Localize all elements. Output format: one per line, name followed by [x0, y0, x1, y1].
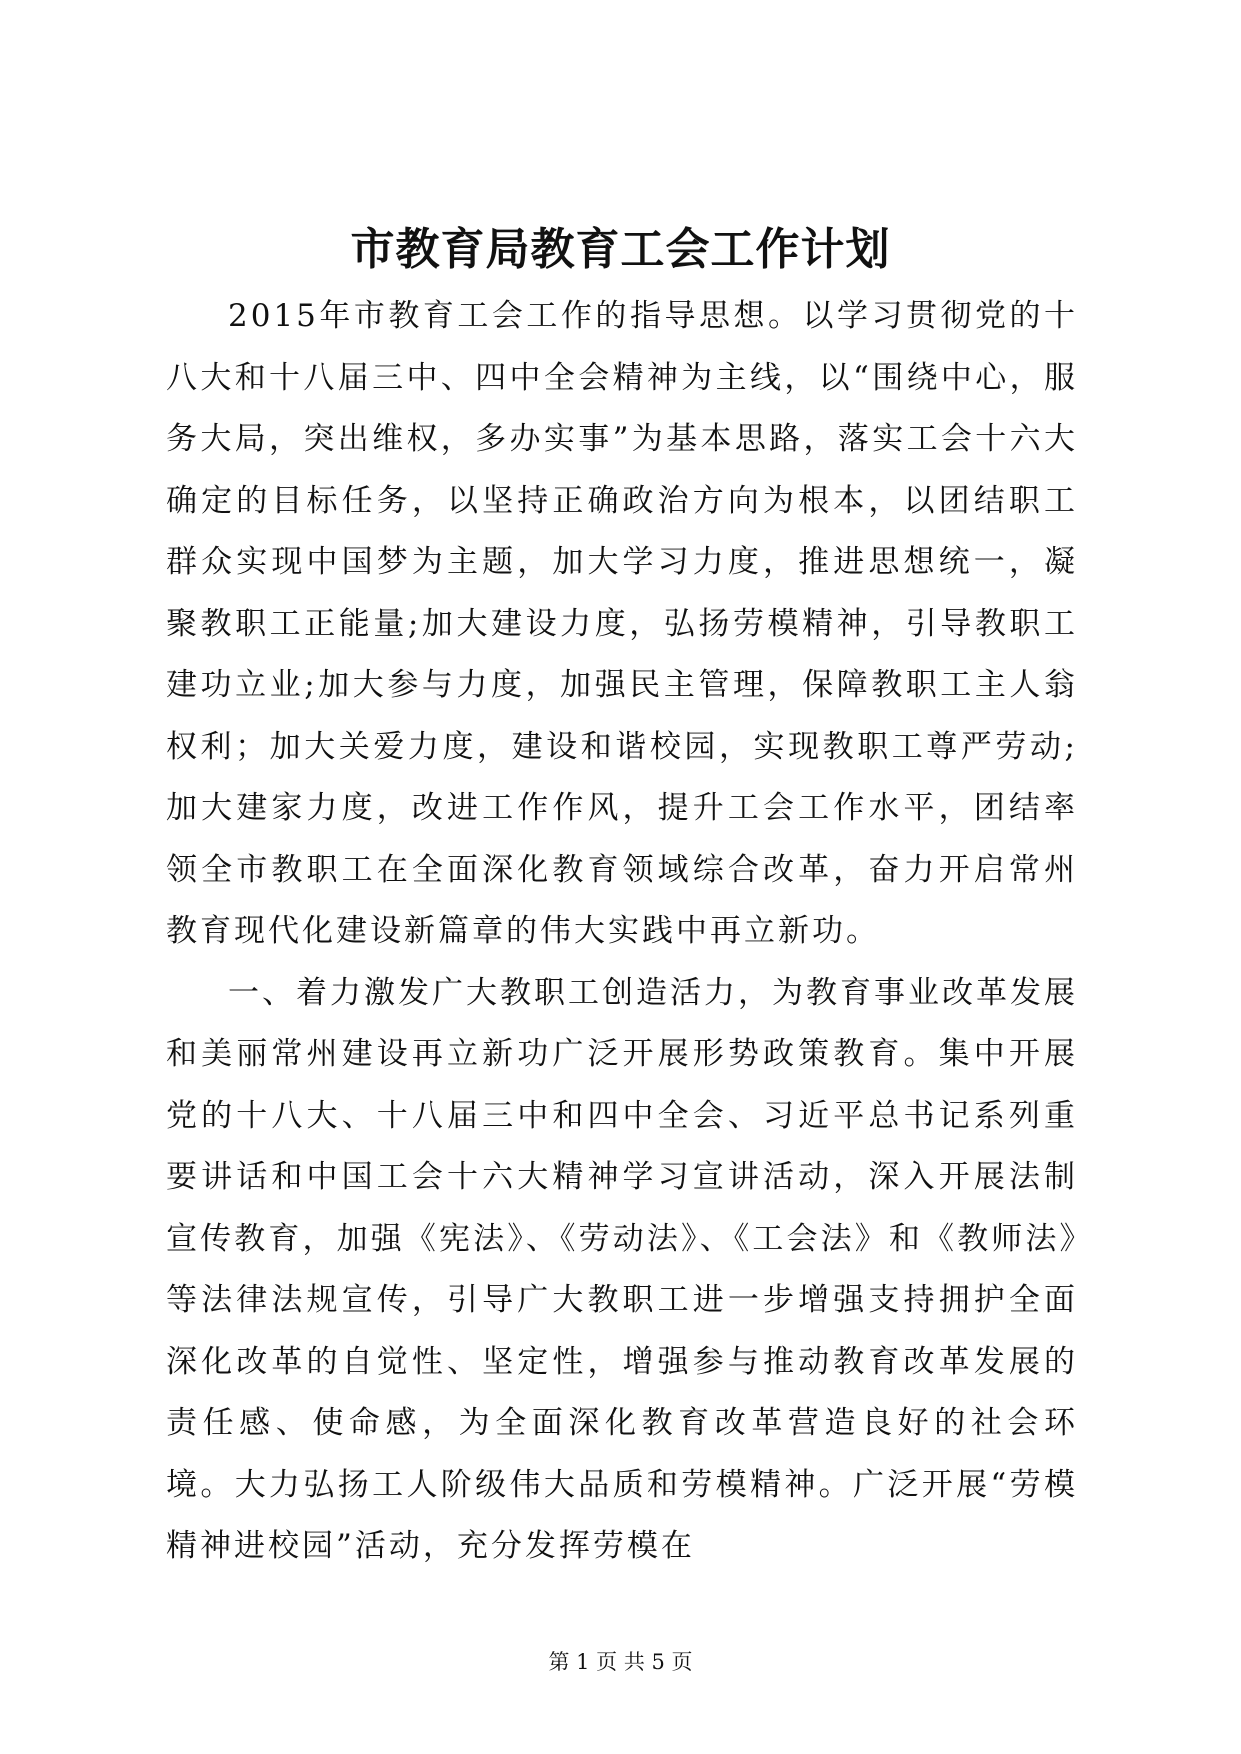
- paragraph-guiding-ideology: 2015年市教育工会工作的指导思想。以学习贯彻党的十八大和十八届三中、四中全会精神为主线，以“围绕中心，服务大局，突出维权，多办实事”为基本思路，落实工会十六大确定的目标任务，以坚持正确政治方向为根本，以团结职工群众实现中国梦为主题，加大学习力度，推进思想统一，凝聚教职工正能量;加大建设力度，弘扬劳模精神，引导教职工建功立业;加大参与力度，加强民主管理，保障教职工主人翁权利；加大关爱力度，建设和谐校园，实现教职工尊严劳动;加大建家力度，改进工作作风，提升工会工作水平，团结率领全市教职工在全面深化教育领域综合改革，奋力开启常州教育现代化建设新篇章的伟大实践中再立新功。: [166, 298, 1078, 949]
- paragraph-section-one: 一、着力激发广大教职工创造活力，为教育事业改革发展和美丽常州建设再立新功广泛开展形势政策教育。集中开展党的十八大、十八届三中和四中全会、习近平总书记系列重要讲话和中国工会十六大精神学习宣讲活动，深入开展法制宣传教育，加强《宪法》、《劳动法》、《工会法》和《教师法》等法律法规宣传，引导广大教职工进一步增强支持拥护全面深化改革的自觉性、坚定性，增强参与推动教育改革发展的责任感、使命感，为全面深化教育改革营造良好的社会环境。大力弘扬工人阶级伟大品质和劳模精神。广泛开展“劳模精神进校园”活动，充分发挥劳模在: [166, 974, 1078, 1564]
- document-body: [166, 286, 1078, 1578]
- page-number-footer: 第 1 页 共 5 页: [548, 1650, 693, 1674]
- document-title: 市教育局教育工会工作计划: [350, 224, 891, 275]
